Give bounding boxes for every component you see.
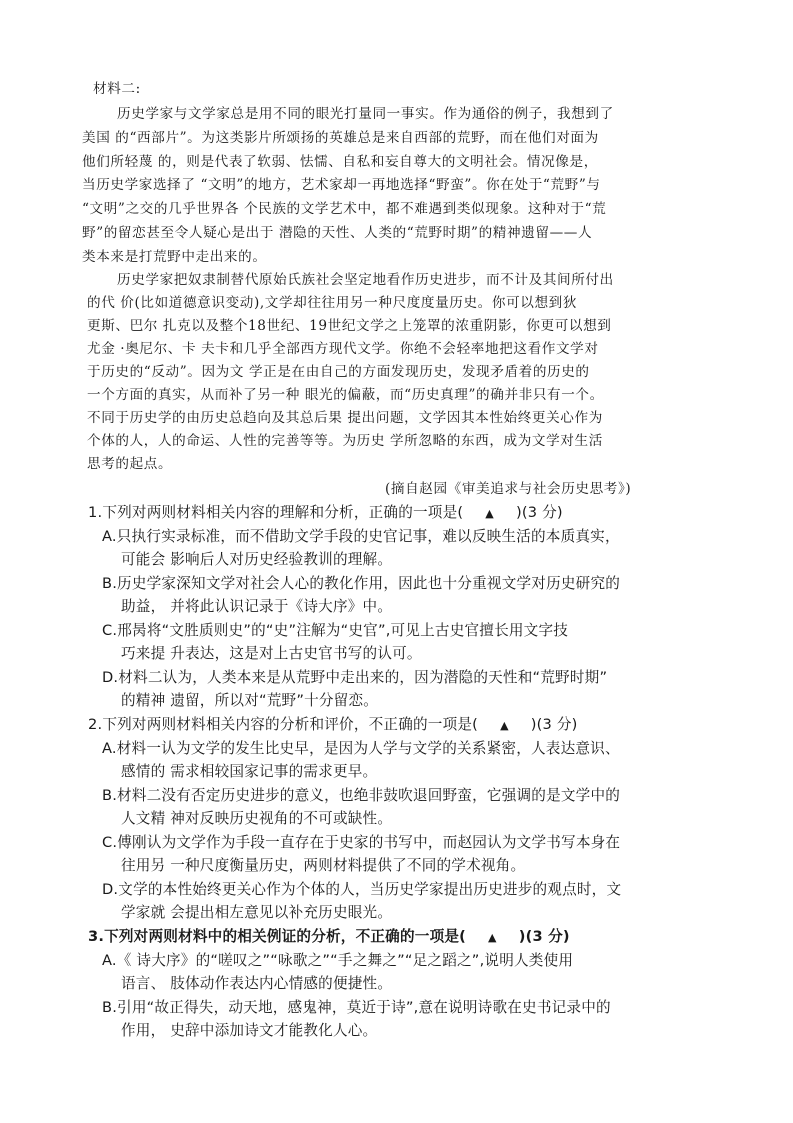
option-d-line2: 学家就 会提出相左意见以补充历史眼光。 [121,904,393,921]
material-line: 于历史的“反动”。因为文 学正是在由自己的方面发现历史，发现矛盾着的历史的 [87,364,590,380]
option-a-line1: A.只执行实录标准，而不借助文学手段的史官记事，难以反映生活的本质真实， [102,528,620,545]
material-line: 一个方面的真实，从而补了另一种 眼光的偏蔽，而“历史真理”的确并非只有一个。 [87,387,604,403]
material-line: 更斯、巴尔 扎克以及整个18世纪、19世纪文学之上笼罩的浓重阴影，你更可以想到 [87,318,612,334]
option-d-line1: D.材料二认为，人类本来是从荒野中走出来的，因为潜隐的天性和“荒野时期” [102,669,608,686]
option-d-line2: 的精神 遗留，所以对“荒野”十分留恋。 [121,692,379,709]
question-3-stem [88,928,570,947]
option-b-line1: B.材料二没有否定历史进步的意义，也绝非鼓吹退回野蛮，它强调的是文学中的 [102,787,621,804]
material-heading: 材料二: [93,81,141,97]
answer-blank-triangle: ▲ [488,931,497,944]
option-a-line2: 可能会 影响后人对历史经验教训的理解。 [121,551,393,568]
option-a-line1: A.《 诗大序》的“嗟叹之”“咏歌之”“手之舞之”“足之蹈之”,说明人类使用 [102,952,574,969]
score-text: )(3 分) [515,504,563,521]
material-line: 当历史学家选择了 “文明”的地方，艺术家却一再地选择“野蛮”。你在处于“荒野”与 [82,177,601,193]
option-b-line1: B.历史学家深知文学对社会人心的教化作用，因此也十分重视文学对历史研究的 [102,575,621,592]
material-line: 类本来是打荒野中走出来的。 [82,249,267,265]
material-line: 个体的人，人的命运、人性的完善等等。为历史 学所忽略的东西，成为文学对生活 [87,433,603,449]
option-b-line2: 人文精 神对反映历史视角的不可或缺性。 [121,810,393,827]
option-a-line2: 语言、 肢体动作表达内心情感的便捷性。 [121,975,393,992]
option-c-line1: C.傅刚认为文学作为手段一直存在于史家的书写中，而赵园认为文学书写本身在 [102,834,621,851]
option-d-line1: D.文学的本性始终更关心作为个体的人，当历史学家提出历史进步的观点时，文 [102,881,622,898]
option-c-line1: C.邢昺将“文胜质则史”的“史”注解为“史官”,可见上古史官擅长用文字技 [102,622,569,639]
stem-text: 3.下列对两则材料中的相关例证的分析，不正确的一项是( [88,928,467,945]
option-c-line2: 往用另 一种尺度衡量历史，两则材料提供了不同的学术视角。 [121,857,526,874]
material-line: 历史学家把奴隶制替代原始氏族社会坚定地看作历史进步，而不计及其间所付出 [117,272,614,288]
option-a-line1: A.材料一认为文学的发生比史早，是因为人学与文学的关系紧密，人表达意识、 [102,740,620,757]
material-line: 的代 价(比如道德意识变动),文学却往往用另一种尺度度量历史。你可以想到狄 [87,295,578,311]
source-citation: (摘自赵园《审美追求与社会历史思考》) [385,481,632,497]
stem-text: 1.下列对两则材料相关内容的理解和分析，正确的一项是( [88,504,464,521]
option-c-line2: 巧来提 升表达，这是对上古史官书写的认可。 [121,645,422,662]
answer-blank-triangle: ▲ [500,719,509,732]
material-line: 他们所轻蔑 的，则是代表了软弱、怯懦、自私和妄自尊大的文明社会。情况像是， [82,154,598,170]
stem-text: 2.下列对两则材料相关内容的分析和评价，不正确的一项是( [88,716,479,733]
material-line: “文明”之交的几乎世界各 个民族的文学艺术中，都不难遇到类似现象。这种对于“荒 [82,201,607,217]
question-1-stem [88,504,563,523]
material-line: 野”的留恋甚至令人疑心是出于 潜隐的天性、人类的“荒野时期”的精神遗留——人 [82,225,593,241]
material-line: 思考的起点。 [87,456,173,472]
question-2-stem [88,716,578,735]
score-text: )(3 分) [518,928,570,945]
option-b-line2: 作用， 史辞中添加诗文才能教化人心。 [121,1022,378,1039]
option-b-line1: B.引用“故正得失，动天地，感鬼神，莫近于诗”,意在说明诗歌在史书记录中的 [102,999,611,1016]
score-text: )(3 分) [530,716,578,733]
material-line: 历史学家与文学家总是用不同的眼光打量同一事实。作为通俗的例子，我想到了 [117,106,614,122]
material-line: 美国 的“西部片”。为这类影片所颂扬的英雄总是来自西部的荒野，而在他们对面为 [82,130,599,146]
option-b-line2: 助益， 并将此认识记录于《诗大序》中。 [121,598,393,615]
material-line: 不同于历史学的由历史总趋向及其总后果 提出问题，文学因其本性始终更关心作为 [87,410,603,426]
answer-blank-triangle: ▲ [485,507,494,520]
option-a-line2: 感情的 需求相较国家记事的需求更早。 [121,763,378,780]
material-line: 尤金 ·奥尼尔、卡 夫卡和几乎全部西方现代文学。你绝不会轻率地把这看作文学对 [87,341,599,357]
